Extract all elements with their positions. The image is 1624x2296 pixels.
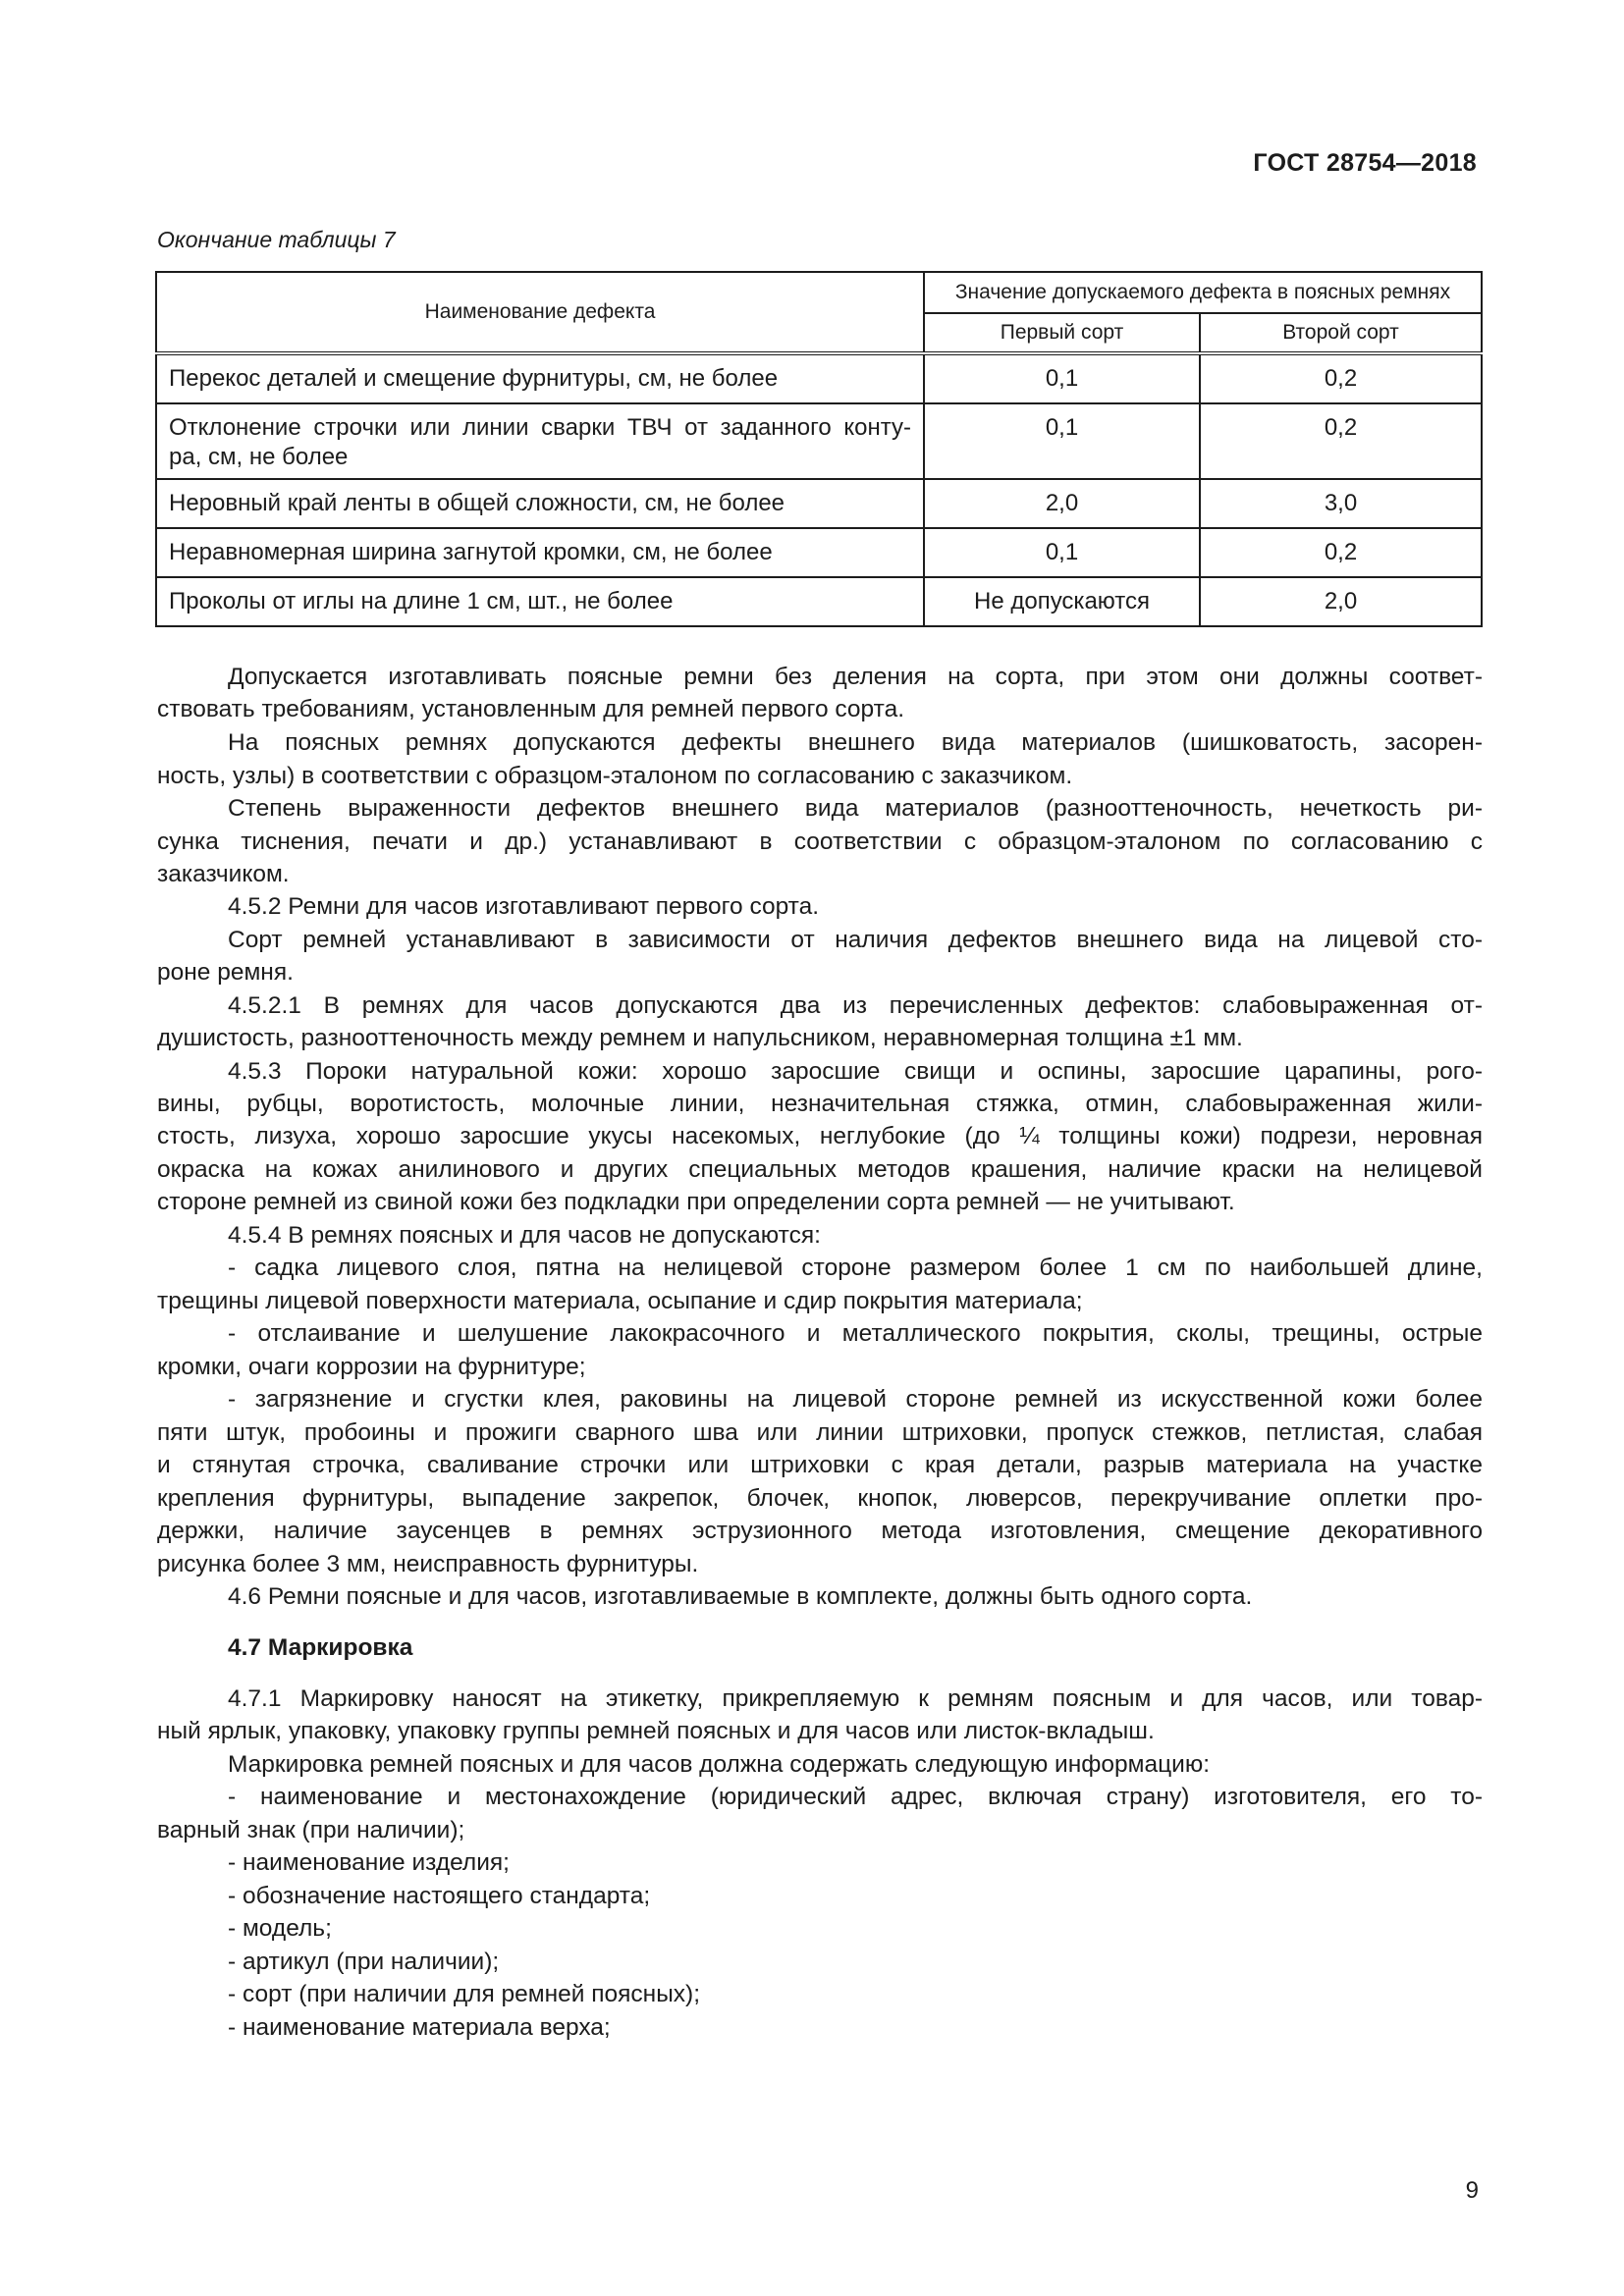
first-grade-value: 0,1 [924,528,1200,577]
list-item-line: - сорт (при наличии для ремней поясных); [228,1981,701,2007]
paragraph-line: 4.5.2.1 В ремнях для часов допускаются два из перечисленных дефектов: слабовыраженная от- [228,992,1483,1019]
table-caption: Окончание таблицы 7 [157,227,396,252]
list-item-line: - обозначение настоящего стандарта; [228,1883,651,1909]
defect-name [156,403,924,479]
list-item-line: рисунка более 3 мм, неисправность фурнитуры. [157,1551,699,1577]
paragraph-line: заказчиком. [157,861,290,887]
first-grade-value: 2,0 [924,479,1200,528]
first-grade-value: 0,1 [924,403,1200,479]
list-item-line: пяти штук, пробоины и прожиги сварного шва или линии штриховки, пропуск стежков, петлистая, слабая [157,1419,1483,1446]
paragraph-line: роне ремня. [157,959,294,986]
paragraph-line: Степень выраженности дефектов внешнего вида материалов (разнооттеночность, нечеткость ри- [228,795,1483,822]
table-row [156,528,1482,577]
list-item-line: и стянутая строчка, сваливание строчки или штриховки с края детали, разрыв материала на участке [157,1452,1483,1478]
second-grade-value: 0,2 [1200,403,1482,479]
list-item-line: - отслаивание и шелушение лакокрасочного и металлического покрытия, сколы, трещины, острые [228,1320,1483,1347]
table-row [156,353,1482,403]
list-item-line: - наименование изделия; [228,1849,510,1876]
list-item-line: - артикул (при наличии); [228,1949,500,1975]
list-item-line: - наименование и местонахождение (юридический адрес, включая страну) изготовителя, его то- [228,1784,1483,1810]
paragraph-line: ность, узлы) в соответствии с образцом-эталоном по согласованию с заказчиком. [157,763,1073,789]
table-row [156,479,1482,528]
paragraph-line: ный ярлык, упаковку, упаковку группы ремней поясных и для часов или листок-вкладыш. [157,1718,1155,1744]
defect-name: Перекос деталей и смещение фурнитуры, см, не более [156,353,924,403]
col-header-first-grade: Первый сорт [924,313,1200,353]
list-item-line: трещины лицевой поверхности материала, осыпание и сдир покрытия материала; [157,1288,1083,1314]
defects-table [155,271,1483,627]
list-item-line: кромки, очаги коррозии на фурнитуре; [157,1354,586,1380]
paragraph-line: стороне ремней из свиной кожи без подкладки при определении сорта ремней — не учитывают. [157,1189,1235,1215]
paragraph-line: Маркировка ремней поясных и для часов должна содержать следующую информацию: [228,1751,1211,1778]
col-header-group: Значение допускаемого дефекта в поясных ремнях [924,272,1482,313]
paragraph-line: На поясных ремнях допускаются дефекты внешнего вида материалов (шишковатость, засорен- [228,729,1483,756]
paragraph-line: душистость, разнооттеночность между ремнем и напульсником, неравномерная толщина ±1 мм. [157,1025,1243,1051]
paragraph-line: Сорт ремней устанавливают в зависимости от наличия дефектов внешнего вида на лицевой сто- [228,927,1483,953]
paragraph-line: 4.6 Ремни поясные и для часов, изготавливаемые в комплекте, должны быть одного сорта. [228,1583,1253,1610]
defect-name-line: ра, см, не более [169,444,349,470]
second-grade-value: 0,2 [1200,353,1482,403]
defect-name-line: Отклонение строчки или линии сварки ТВЧ от заданного конту- [169,414,911,441]
list-item-line: варный знак (при наличии); [157,1817,465,1843]
list-item-line: держки, наличие заусенцев в ремнях эструзионного метода изготовления, смещение декоративного [157,1518,1483,1544]
second-grade-value: 2,0 [1200,577,1482,626]
first-grade-value: Не допускаются [924,577,1200,626]
second-grade-value: 0,2 [1200,528,1482,577]
standard-designation: ГОСТ 28754—2018 [1253,149,1477,177]
paragraph-line: окраска на кожах анилинового и других специальных методов крашения, наличие краски на нелицевой [157,1156,1483,1183]
defect-name: Проколы от иглы на длине 1 см, шт., не более [156,577,924,626]
section-heading-marking: 4.7 Маркировка [228,1634,413,1661]
list-item-line: - садка лицевого слоя, пятна на нелицевой стороне размером более 1 см по наибольшей длине, [228,1255,1483,1281]
list-item-line: крепления фурнитуры, выпадение закрепок, блочек, кнопок, люверсов, перекручивание оплетки про- [157,1485,1483,1512]
section-heading-4-5-2: 4.5.2 Ремни для часов изготавливают первого сорта. [228,893,820,920]
paragraph-line: стость, лизуха, хорошо заросшие укусы насекомых, неглубокие (до ¼ толщины кожи) подрези, неровная [157,1123,1483,1149]
list-item-line: - загрязнение и сгустки клея, раковины на лицевой стороне ремней из искусственной кожи более [228,1386,1483,1413]
table-row [156,403,1482,479]
paragraph-line: ствовать требованиям, установленным для ремней первого сорта. [157,696,905,722]
table-row [156,577,1482,626]
list-item-line: - наименование материала верха; [228,2014,611,2041]
col-header-defect-name: Наименование дефекта [156,272,924,353]
page-number: 9 [1465,2177,1479,2204]
paragraph-line: 4.5.4 В ремнях поясных и для часов не допускаются: [228,1222,821,1249]
paragraph-line: сунка тиснения, печати и др.) устанавливают в соответствии с образцом-эталоном по согласованию с [157,828,1483,855]
paragraph-line: 4.5.3 Пороки натуральной кожи: хорошо заросшие свищи и оспины, заросшие царапины, рого- [228,1058,1483,1085]
defect-name: Неравномерная ширина загнутой кромки, см, не более [156,528,924,577]
second-grade-value: 3,0 [1200,479,1482,528]
list-item-line: - модель; [228,1915,332,1942]
paragraph-line: 4.7.1 Маркировку наносят на этикетку, прикрепляемую к ремням поясным и для часов, или товар- [228,1685,1483,1712]
defect-name: Неровный край ленты в общей сложности, см, не более [156,479,924,528]
col-header-second-grade: Второй сорт [1200,313,1482,353]
first-grade-value: 0,1 [924,353,1200,403]
paragraph-line: Допускается изготавливать поясные ремни без деления на сорта, при этом они должны соответ- [228,664,1483,690]
paragraph-line: вины, рубцы, воротистость, молочные линии, незначительная стяжка, отмин, слабовыраженная жили- [157,1091,1483,1117]
